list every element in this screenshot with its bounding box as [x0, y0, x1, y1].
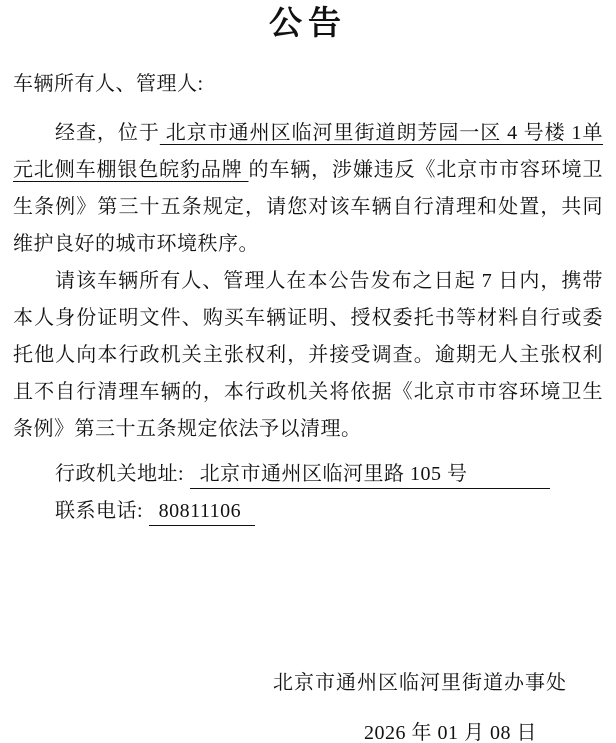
contact-phone-label: 联系电话: — [55, 499, 144, 522]
paragraph-vehicle-location — [13, 115, 603, 263]
para1-prefix-text: 经查，位于 — [55, 121, 160, 144]
paragraph-claim-instructions: 请该车辆所有人、管理人在本公告发布之日起 7 日内，携带本人身份证明文件、购买车辆证明、授权委托书等材料自行或委托他人向本行政机关主张权利，并接受调查。逾期无人主张权利且不自行清理车辆的，本行政机关将依据《北京市市容环境卫生条例》第三十五条规定依法予以清理。 — [13, 269, 603, 440]
salutation-line: 车辆所有人、管理人: — [13, 72, 204, 95]
issuing-office-signature: 北京市通州区临河里街道办事处 — [273, 671, 567, 694]
issue-date: 2026 年 01 月 08 日 — [364, 721, 537, 743]
notice-title: 公告 — [269, 6, 347, 42]
contact-phone-line — [13, 493, 603, 530]
vehicle-location-underlined-text: 北京市通州区临河里街道朗芳园一区 4 号楼 1单元北侧车棚银色皖豹品牌 — [13, 121, 604, 181]
agency-address-label: 行政机关地址: — [55, 462, 185, 485]
agency-address-value: 北京市通州区临河里路 105 号 — [190, 463, 550, 489]
blank-space — [13, 530, 603, 670]
agency-address-line — [13, 456, 603, 493]
para1-suffix-text: 的车辆，涉嫌违反《北京市市容环境卫生条例》第三十五条规定，请您对该车辆自行清理和处置，共同维护良好的城市环境秩序。 — [13, 158, 603, 255]
contact-phone-value: 80811106 — [149, 500, 255, 526]
